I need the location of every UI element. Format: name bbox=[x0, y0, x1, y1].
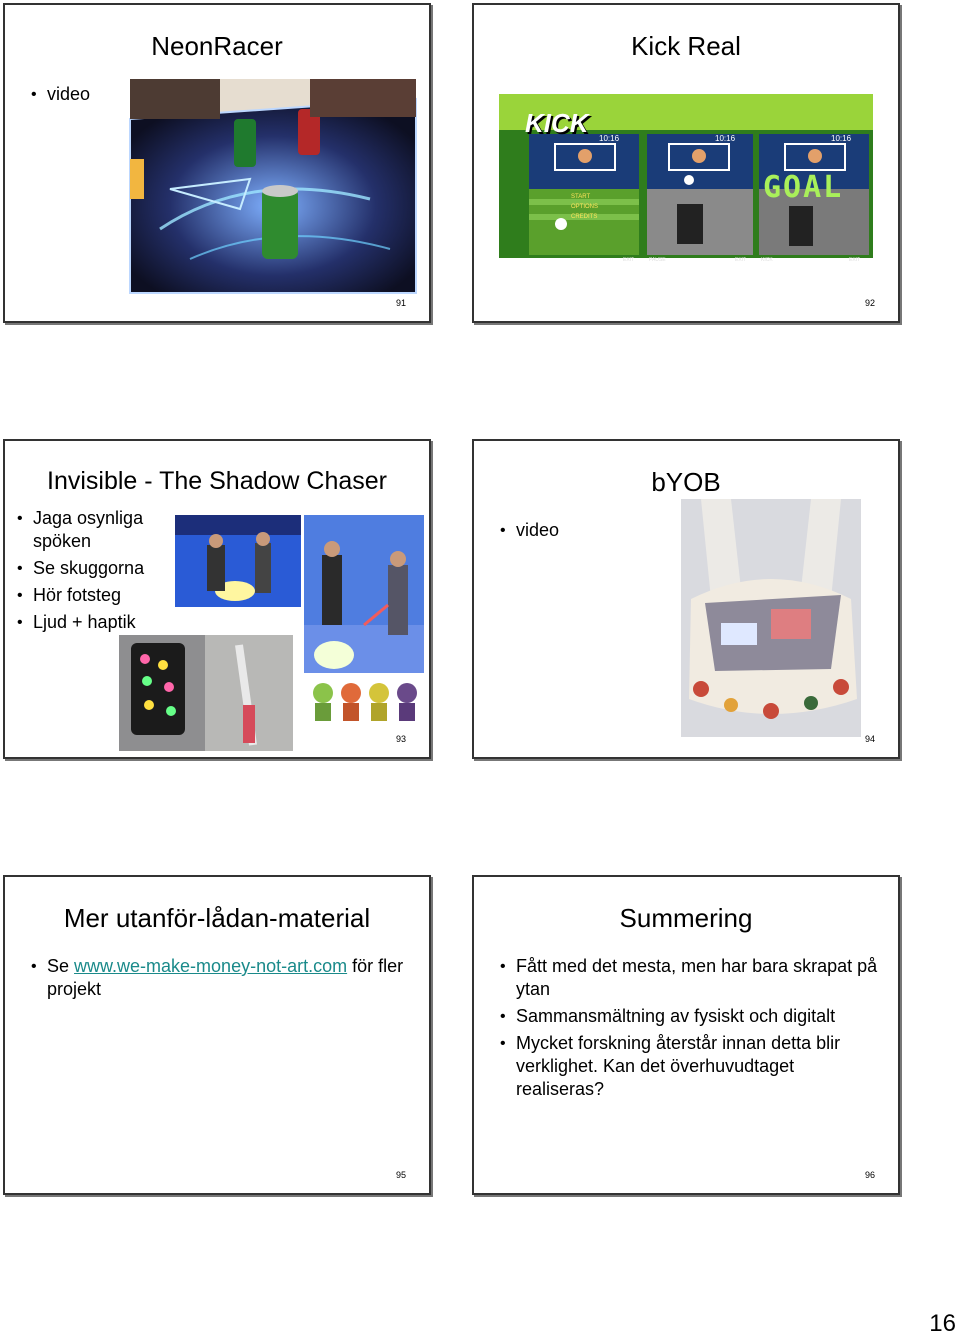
bullet-item: • Se www.we-make-money-not-art.com för fler projekt bbox=[31, 955, 411, 1001]
bullet-list bbox=[31, 83, 90, 110]
slide-96 bbox=[472, 875, 900, 1195]
goal-text: GOAL bbox=[763, 170, 844, 205]
ghost-characters-image bbox=[307, 675, 425, 729]
we-make-money-not-art-link[interactable]: www.we-make-money-not-art.com bbox=[74, 956, 348, 976]
kick-real-screenshot: KICK START OPTIONS CREDITS 10:16 10:16 10:16 GOAL EXIT PAUSE EXIT KICK EXIT bbox=[499, 94, 873, 258]
slide-title: Kick Real bbox=[631, 31, 741, 61]
menu-options: OPTIONS bbox=[571, 204, 599, 210]
bullet-item: • Sammansmältning av fysiskt och digitalt bbox=[500, 1005, 880, 1028]
slide-number: 91 bbox=[396, 298, 407, 308]
shadow-chaser-photo-2 bbox=[304, 515, 424, 673]
byob-bag-photo bbox=[681, 499, 861, 737]
bullet-item: • Hör fotsteg bbox=[17, 584, 167, 607]
bullet-item: • Se skuggorna bbox=[17, 557, 167, 580]
slide-title: Invisible - The Shadow Chaser bbox=[47, 467, 387, 495]
slide-92 bbox=[472, 3, 900, 323]
timer-1: 10:16 bbox=[599, 134, 620, 143]
slide-91 bbox=[3, 3, 431, 323]
bullet-item: • Ljud + haptik bbox=[17, 611, 167, 634]
slide-title: Mer utanför-lådan-material bbox=[63, 903, 371, 933]
slide-number: 92 bbox=[865, 298, 876, 308]
bullet-list bbox=[500, 519, 559, 546]
bullet-item: • video bbox=[31, 83, 90, 106]
bullet-list bbox=[17, 507, 167, 638]
slide-number: 93 bbox=[396, 734, 407, 744]
page-number: 16 bbox=[929, 1310, 956, 1337]
slide-number: 94 bbox=[865, 734, 876, 744]
haptic-device-photo bbox=[119, 635, 293, 751]
bullet-item: • Mycket forskning återstår innan detta blir verklighet. Kan det överhuvudtaget realiseras? bbox=[500, 1032, 880, 1101]
menu-credits: CREDITS bbox=[571, 214, 598, 220]
slide-95 bbox=[3, 875, 431, 1195]
slide-title: NeonRacer bbox=[151, 31, 283, 61]
game-menu bbox=[571, 192, 598, 222]
slide-93 bbox=[3, 439, 431, 759]
slide-number: 96 bbox=[865, 1170, 876, 1180]
bullet-item: • Fått med det mesta, men har bara skrapat på ytan bbox=[500, 955, 880, 1001]
slide-title: Summering bbox=[619, 903, 753, 933]
neonracer-photo bbox=[130, 79, 416, 293]
bullet-item: • Jaga osynliga spöken bbox=[17, 507, 167, 553]
shadow-chaser-photo-1 bbox=[175, 515, 301, 607]
slide-title: bYOB bbox=[651, 467, 721, 497]
bullet-item: • video bbox=[500, 519, 559, 542]
timer-2: 10:16 bbox=[715, 134, 736, 143]
kick-logo: KICK bbox=[525, 108, 589, 138]
timer-3: 10:16 bbox=[831, 134, 852, 143]
menu-start: START bbox=[571, 194, 591, 200]
slide-94 bbox=[472, 439, 900, 759]
slide-number: 95 bbox=[396, 1170, 407, 1180]
bullet-list bbox=[31, 955, 411, 1005]
bullet-list bbox=[500, 955, 880, 1105]
